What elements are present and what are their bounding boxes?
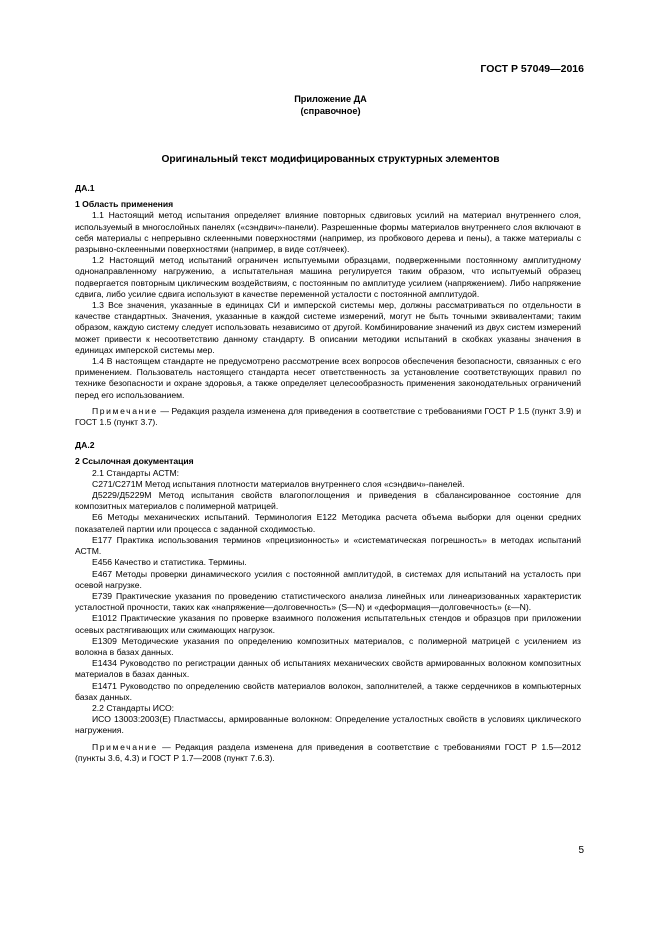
section-2-paragraph: Е467 Методы проверки динамического усилия с постоянной амплитудой, в системах для испытаний на усталость при осевой нагрузке. [75,568,581,590]
section-1-paragraph: 1.4 В настоящем стандарте не предусмотрено рассмотрение всех вопросов обеспечения безопасности, связанных с его применением. Пользователь настоящего стандарта несет ответственность за установление соответствующих правил по технике безопасности и охране здоровья, а также определяет целесообразность применения законодательных ограничений перед его использованием. [75,356,581,400]
section-2-paragraph: ИСО 13003:2003(Е) Пластмассы, армированные волокном: Определение усталостных свойств в условиях циклического нагружения. [75,714,581,736]
section-2-paragraph: Е6 Методы механических испытаний. Терминология Е122 Методика расчета объема выборки для оценки средних показателей партии или процесса с заданной сходимостью. [75,512,581,534]
section-2-paragraph: Е1012 Практические указания по проверке взаимного положения испытательных стендов и образцов при приложении осевых растягивающих или сжимающих нагрузок. [75,613,581,635]
note-text: — Редакция раздела изменена для приведения в соответствие с требованиями ГОСТ Р 1.5—2012 (пункты 3.6, 4.3) и ГОСТ Р 1.7—2008 (пункт 7.6.3). [75,741,581,763]
appendix-heading [0,93,661,117]
section-1-paragraph: 1.3 Все значения, указанные в единицах СИ и имперской системы мер, должны рассматриваться по отдельности в качестве стандартных. Значения, указанные в каждой системе измерений, могут не быть точными эквивалентами; таким образом, каждую систему следует использовать независимо от другой. Комбинирование значений из двух систем измерений может привести к несоответствию данному стандарту. В описании методики испытаний в скобках указаны значения в единицах имперской системы мер. [75,300,581,355]
section-2-paragraph: 2.2 Стандарты ИСО: [92,702,175,713]
section-2-title: 2 Ссылочная документация [75,456,194,467]
section-2-paragraph: Е1434 Руководство по регистрации данных об испытаниях механических свойств армированных волокном композитных материалов в базах данных. [75,658,581,680]
section-1-paragraph: 1.2 Настоящий метод испытаний ограничен испытуемыми образцами, подверженными постоянному амплитудному однонаправленному нагружению, а испытательная машина регулируется таким образом, что испытуемый образец подвергается повторным циклическим воздействиям, с постоянным по амплитуде усилием (напряжением). Либо напряжение сдвига, либо усилие сдвига используют в качестве переменной усталости с постоянной амплитудой. [75,255,581,299]
section-2-paragraph: Д5229/Д5229М Метод испытания свойств влагопоглощения и приведения в сбалансированное состояние для композитных материалов с полимерной матрицей. [75,490,581,512]
section-2-paragraph: Е1471 Руководство по определению свойств материалов волокон, заполнителей, а также сердечников в компьютерных базах данных. [75,680,581,702]
section-2-note [75,742,581,764]
section-1-note [75,406,581,428]
note-label: Примечание [92,741,158,752]
page-number: 5 [578,845,584,856]
appendix-title: Приложение ДА [294,94,367,104]
section-1-paragraph: 1.1 Настоящий метод испытания определяет влияние повторных сдвиговых усилий на материал внутреннего слоя, используемый в многослойных панелях («сэндвич»-панели). Разрешенные формы материалов внутреннего слоя включают в себя материалы с непрерывно склеенными поверхностями (например, из пробкового дерева и пены), а также материалы с разрывно-склеенными поверхностями (например, в виде сот/ячеек). [75,210,581,255]
section-2-paragraph: Е177 Практика использования терминов «прецизионность» и «систематическая погрешность» в методах испытаний АСТМ. [75,534,581,557]
section-2-label: ДА.2 [75,440,95,451]
note-text: — Редакция раздела изменена для приведения в соответствие с требованиями ГОСТ Р 1.5 (пункт 3.9) и ГОСТ 1.5 (пункт 3.7). [75,405,581,428]
section-2-paragraph: Е456 Качество и статистика. Термины. [92,557,247,568]
note-label: Примечание [92,405,158,416]
standard-code-header: ГОСТ Р 57049—2016 [480,63,584,75]
section-1-title: 1 Область применения [75,199,174,210]
section-2-paragraph: Е1309 Методические указания по определению композитных материалов, с полимерной матрицей с усилением из волокна в базах данных. [75,635,581,657]
section-1-label: ДА.1 [75,183,95,193]
document-title: Оригинальный текст модифицированных структурных элементов [161,154,500,165]
content-body [75,183,581,764]
section-2-paragraph: C271/C271M Метод испытания плотности материалов внутреннего слоя «сэндвич»-панелей. [92,478,465,489]
section-2-paragraph: 2.1 Стандарты АСТМ: [92,467,180,478]
appendix-subtitle: (справочное) [300,106,361,116]
section-2-paragraph: Е739 Практические указания по проведению статистического анализа линейных или линеаризованных характеристик усталостной прочности, таких как «напряжение—долговечность» (S—N) и «деформация—долговечность» (ε—N). [75,590,581,613]
